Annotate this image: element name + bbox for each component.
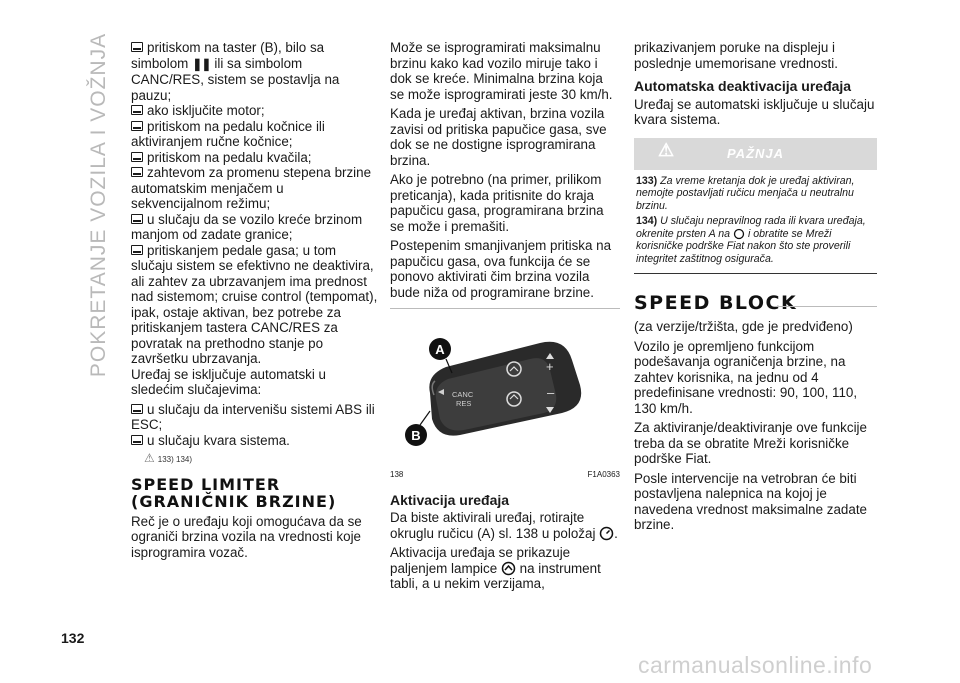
list-item: u slučaju da intervenišu sistemi ABS ili ESC; [131,401,375,432]
page-number: 132 [61,630,85,646]
paragraph: Aktivacija uređaja se prikazuje paljenjem lampice na instrument tabli, a u nekim verzijama, [390,545,601,591]
paragraph: Da biste aktivirali uređaj, rotirajte okruglu ručicu (A) sl. 138 u položaj . [390,510,618,541]
paragraph: Ako je potrebno (na primer, prilikom preticanja), kada pritisnite do kraja papučicu gasa, programirana brzina se može i premašiti. [390,172,604,234]
attention-body [634,170,877,274]
paragraph: Uređaj se isključuje automatski u sledećim slučajevima: [131,366,326,397]
attention-item: 134) U slučaju nepravilnog rada ili kvara uređaja, okrenite prsten A na i obratite se Mreži korisničke podrške Fiat nakon što ste proverili integritet zaštitnog osigurača. [636,215,866,266]
attention-header: ⚠ PAŽNJA [634,138,877,170]
list-item: u slučaju da se vozilo kreće brzinom manjom od zadate granice; [131,211,363,242]
paragraph: Za aktiviranje/deaktiviranje ove funkcije treba da se obratite Mreži korisničke podrške Fiat. [634,420,867,467]
figure-code: F1A0363 [587,470,620,479]
bullet-icon [131,214,143,224]
paragraph: prikazivanjem poruke na displeju i poslednje umemorisane vrednosti. [634,40,838,71]
speedometer-icon [599,526,614,541]
list-item: pritiskom na taster (B), bilo sa [131,40,378,56]
watermark: carmanualsonline.info [638,652,873,678]
figure-caption [390,467,620,483]
bullet-icon [131,245,143,255]
paragraph: Postepenim smanjivanjem pritiska na papučicu gasa, ova funkcija će se ponovo aktivirati čim brzina vozila bude niža od programirane brzine. [390,238,612,300]
bullet-icon [131,404,143,414]
paragraph: Vozilo je opremljeno funkcijom podešavanja ograničenja brzine, na zahtev korisnika, na jednu od 4 predefinisane vrednosti: 90, 100, 110, 130 km/h. [634,338,858,416]
heading-rule [774,306,877,307]
divider [390,308,620,309]
paragraph: Posle intervencije na vetrobran će biti postavljena nalepnica na kojoj je navedena vrednost maksimalne zadate brzine. [634,470,867,533]
warning-reference: ⚠ 133) 134) [144,451,193,465]
plus-label: + [546,359,554,374]
sidebar-title: POKRETANJE VOZILA I VOŽNJA [87,32,110,378]
stalk-figure [390,315,620,465]
section-heading: SPEED LIMITER (GRANIČNIK BRZINE) [131,474,337,511]
subheading: Automatska deaktivacija uređaja [634,78,852,94]
list-item-cont: pauzu; [131,87,172,103]
paragraph: (za verzije/tržišta, gde je predviđeno) [634,319,853,335]
list-item: pritiskom na pedalu kočnice ili aktiviranjem ručne kočnice; [131,118,325,149]
figure-number: 138 [390,470,404,479]
paragraph: Reč je o uređaju koji omogućava da se ograniči brzina vozila na vrednosti koje isprogramira vozač. [131,513,362,560]
ring-off-icon [733,228,745,240]
warning-icon: ⚠ [658,139,676,160]
bullet-icon [131,121,143,131]
bullet-icon [131,167,143,177]
paragraph: Može se isprogramirati maksimalnu brzinu kako kad vozilo miruje tako i dok se kreće. Minimalna brzina koja se može isprogramirati jeste 30 km/h. [390,40,613,102]
column-1 [131,40,378,564]
figure-label-b: B [411,428,421,443]
list-item: pritiskom na pedalu kvačila; [131,150,378,166]
section-sidebar [84,32,114,378]
warning-icon: ⚠ [144,451,155,465]
paragraph: Uređaj se automatski isključuje u slučaju kvara sistema. [634,96,875,127]
lever-illustration [390,315,620,465]
bullet-icon [131,105,143,115]
list-item: pritiskanjem pedale gasa; u tom slučaju sistem se efektivno ne deaktivira, ali zahtev za ubrzavanjem ima prednost nad sistemom; cruise control (tempomat), ipak, ostaje aktivan, bez potrebe za pritiskanjem tastera CANC/RES za povratak na prethodno stanje po završetku ubrzavanja. [131,242,378,366]
res-label: RES [456,399,472,408]
figure-label-a: A [435,342,445,357]
attention-item: 133) Za vreme kretanja dok je uređaj aktiviran, nemojte postavljati ručicu menjača u neutralnu brzinu. [636,174,855,212]
bullet-icon [131,152,143,162]
canc-label: CANC [452,390,474,399]
pause-icon: ❚❚ [192,56,211,71]
speed-limiter-lamp-icon [501,561,516,576]
minus-label: – [547,385,555,400]
list-item: u slučaju kvara sistema. [131,433,378,449]
column-2 [390,40,620,596]
subheading: Aktivacija uređaja [390,491,510,508]
attention-box [634,138,877,274]
list-item: zahtevom za promenu stepena brzine automatskim menjačem u sekvencijalnom režimu; [131,165,372,211]
list-item-cont: simbolom ❚❚ ili sa simbolom [131,55,303,71]
list-item: ako isključite motor; [131,103,378,119]
bullet-icon [131,42,143,52]
bullet-icon [131,435,143,445]
section-heading: SPEED BLOCK [634,296,877,312]
list-item-cont: CANC/RES, sistem se postavlja na [131,72,340,87]
column-3 [634,40,877,537]
paragraph: Kada je uređaj aktivan, brzina vozila zavisi od pritiska papučice gasa, sve dok se ne dostigne isprogramirana brzina. [390,106,607,168]
